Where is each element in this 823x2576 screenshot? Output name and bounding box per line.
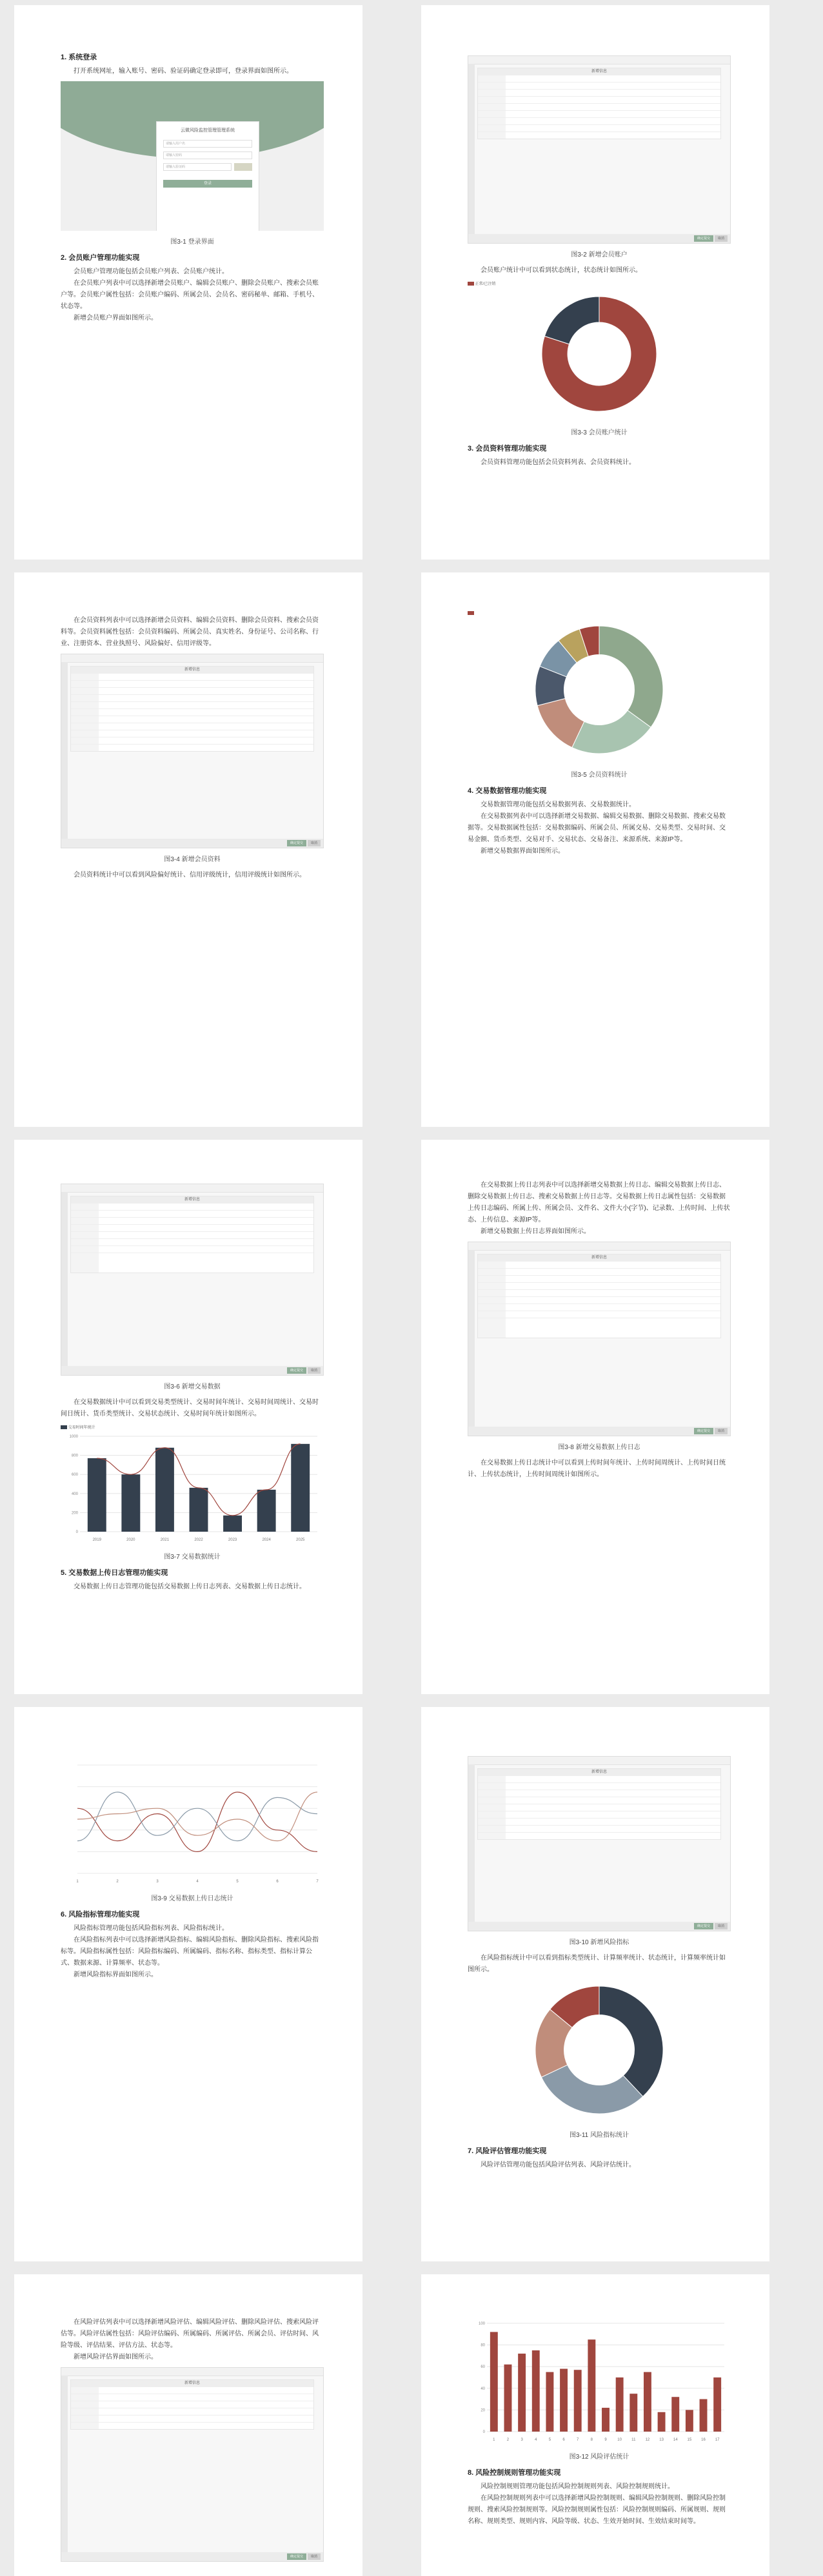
figure-caption: 图3-11 风险指标统计 — [569, 2132, 630, 2139]
x-tick-label: 10 — [617, 2438, 622, 2442]
y-tick-label: 0 — [75, 1530, 78, 1534]
paragraph: 在交易数据上传日志列表中可以选择新增交易数据上传日志、编辑交易数据上传日志、删除交易数据上传日志、搜索交易数据上传日志等。交易数据上传日志属性包括：交易数据上传日志编码、所属上传、所属会员、文件名、文件大小(字节)、记录数、上传时间、上传状态、上传信息、来源IP等。 — [468, 1182, 730, 1224]
x-tick-label: 15 — [687, 2438, 692, 2442]
cancel-button[interactable]: 取消 — [308, 2553, 321, 2560]
sidebar — [468, 64, 475, 243]
paragraph: 交易数据管理功能包括交易数据列表、交易数据统计。 — [481, 801, 635, 808]
paragraph: 会员账户统计中可以看到状态统计，状态统计如图所示。 — [481, 267, 642, 274]
bar — [658, 2412, 666, 2432]
paragraph: 新增风险评估界面如图所示。 — [74, 2354, 157, 2361]
paragraph: 在风险评估列表中可以选择新增风险评估、编辑风险评估、删除风险评估、搜索风险评估等。风险评估属性包括：风险评估编码、所属编码、所属评估、所属会员、评估时间、风险等级、评估结果、评估方法、状态等。 — [61, 2319, 319, 2349]
section-heading: 8. 风险控制规则管理功能实现 — [468, 2469, 561, 2477]
donut-chart-account-status — [468, 286, 731, 422]
paragraph: 交易数据上传日志管理功能包括交易数据上传日志列表、交易数据上传日志统计。 — [74, 1583, 306, 1590]
x-tick-label: 1 — [493, 2438, 495, 2442]
login-title: 云微风险监控管理管理系统 — [181, 128, 235, 133]
form-title: 新增信息 — [71, 1196, 313, 1203]
form-screenshot — [468, 1242, 731, 1436]
paragraph: 风险评估管理功能包括风险评估列表、风险评估统计。 — [481, 2161, 635, 2169]
pie-slice — [599, 626, 663, 727]
bar — [671, 2397, 679, 2432]
x-tick-label: 2020 — [126, 1538, 135, 1542]
form-footer — [468, 1427, 730, 1436]
x-tick-label: 7 — [577, 2438, 579, 2442]
sidebar — [468, 1764, 475, 1931]
x-tick-label: 12 — [645, 2438, 650, 2442]
window-bar — [468, 56, 730, 64]
bar-chart-transaction-year — [61, 1430, 324, 1546]
sidebar — [468, 1250, 475, 1436]
form-screenshot — [61, 654, 324, 848]
section-heading: 6. 风险指标管理功能实现 — [61, 1911, 140, 1918]
y-tick-label: 40 — [481, 2386, 485, 2391]
section-heading: 3. 会员资料管理功能实现 — [468, 445, 547, 453]
x-tick-label: 1 — [76, 1880, 79, 1884]
window-bar — [468, 1757, 730, 1765]
x-tick-label: 5 — [236, 1880, 239, 1884]
form-title: 新增信息 — [71, 667, 313, 673]
x-tick-label: 9 — [604, 2438, 607, 2442]
figure-caption: 图3-12 风险评估统计 — [569, 2454, 630, 2461]
confirm-button[interactable]: 确定提交 — [694, 1428, 713, 1434]
paragraph: 在风险指标列表中可以选择新增风险指标、编辑风险指标、删除风险指标、搜索风险指标等。风险指标属性包括：风险指标编码、所属编码、指标名称、指标类型、指标计算公式、数据来源、计算频率、状态等。 — [61, 1937, 319, 1967]
form-title: 新增信息 — [478, 68, 720, 75]
figure-caption: 图3-10 新增风险指标 — [569, 1939, 630, 1946]
form-panel — [477, 1254, 721, 1338]
form-footer — [61, 2552, 323, 2561]
login-screenshot — [61, 81, 324, 231]
form-screenshot — [61, 1184, 324, 1376]
sidebar — [61, 1192, 68, 1375]
doc-page-6 — [421, 1140, 769, 1694]
doc-page-1 — [14, 5, 362, 560]
login-card — [156, 121, 259, 231]
paragraph: 在交易数据列表中可以选择新增交易数据、编辑交易数据、删除交易数据、搜索交易数据等。交易数据属性包括：交易数据编码、所属会员、所属交易、交易类型、交易时间、交易金额、货币类型、交易对手、交易状态、交易备注、来源系统、来源IP等。 — [468, 812, 726, 843]
confirm-button[interactable]: 确定提交 — [287, 1367, 306, 1374]
section-heading: 1. 系统登录 — [61, 54, 97, 61]
x-tick-label: 2025 — [296, 1538, 305, 1542]
form-title: 新增信息 — [71, 2380, 313, 2386]
pie-slice — [599, 1986, 663, 2096]
bar — [560, 2369, 568, 2432]
x-tick-label: 3 — [156, 1880, 159, 1884]
bar — [504, 2365, 512, 2432]
window-bar — [61, 1184, 323, 1193]
paragraph: 打开系统网址，输入账号、密码、验证码确定登录即可，登录界面如图所示。 — [74, 68, 293, 75]
y-tick-label: 1000 — [69, 1435, 78, 1439]
form-footer — [61, 1366, 323, 1375]
y-tick-label: 0 — [482, 2430, 485, 2434]
bar — [686, 2410, 693, 2432]
x-tick-label: 2019 — [92, 1538, 101, 1542]
x-tick-label: 17 — [715, 2438, 720, 2442]
bar — [630, 2394, 637, 2432]
cancel-button[interactable]: 取消 — [308, 1367, 321, 1374]
form-title: 新增信息 — [478, 1769, 720, 1775]
x-tick-label: 2023 — [228, 1538, 237, 1542]
bar — [257, 1490, 276, 1532]
doc-page-10 — [421, 2274, 769, 2576]
x-tick-label: 2 — [116, 1880, 119, 1884]
y-tick-label: 600 — [71, 1473, 78, 1478]
x-tick-label: 14 — [673, 2438, 678, 2442]
doc-page-2 — [421, 5, 769, 560]
doc-page-8 — [421, 1707, 769, 2261]
paragraph: 风险指标管理功能包括风险指标列表、风险指标统计。 — [74, 1925, 228, 1932]
x-tick-label: 4 — [535, 2438, 537, 2442]
form-footer — [61, 839, 323, 848]
sidebar — [61, 2376, 68, 2561]
login-button[interactable]: 登录 — [163, 180, 252, 188]
cancel-button[interactable]: 取消 — [308, 840, 321, 846]
section-heading: 5. 交易数据上传日志管理功能实现 — [61, 1569, 168, 1577]
x-tick-label: 3 — [521, 2438, 523, 2442]
x-tick-label: 4 — [196, 1880, 199, 1884]
y-tick-label: 100 — [478, 2322, 485, 2326]
paragraph: 在风险控制规则列表中可以选择新增风险控制规则、编辑风险控制规则、删除风险控制规则、搜索风险控制规则等。风险控制规则属性包括：风险控制规则编码、所属规则、规则名称、规则类型、规则内容、风险等级、状态、生效开始时间、生效结束时间等。 — [468, 2495, 726, 2525]
y-tick-label: 800 — [71, 1454, 78, 1458]
form-title: 新增信息 — [478, 1254, 720, 1261]
figure-caption: 图3-9 交易数据上传日志统计 — [151, 1895, 233, 1902]
x-tick-label: 16 — [701, 2438, 706, 2442]
chart-legend — [61, 1424, 324, 1430]
paragraph: 在会员账户列表中可以选择新增会员账户、编辑会员账户、删除会员账户、搜索会员账户等。会员账户属性包括：会员账户编码、所属会员、会员名、密码秘单、邮箱、手机号、状态等。 — [61, 280, 319, 310]
section-heading: 7. 风险评估管理功能实现 — [468, 2147, 547, 2155]
bar — [616, 2377, 624, 2432]
x-tick-label: 7 — [316, 1880, 319, 1884]
captcha-field[interactable]: 请输入验证码 — [163, 163, 232, 171]
chart-legend — [468, 280, 731, 286]
doc-page-5 — [14, 1140, 362, 1694]
bar — [574, 2370, 582, 2432]
x-tick-label: 6 — [276, 1880, 279, 1884]
figure-caption: 图3-8 新增交易数据上传日志 — [558, 1444, 640, 1451]
x-tick-label: 2 — [506, 2438, 510, 2442]
form-screenshot — [61, 2367, 324, 2562]
paragraph: 新增交易数据上传日志界面如图所示。 — [481, 1228, 590, 1235]
form-panel — [477, 1768, 721, 1840]
series-line — [77, 1792, 317, 1851]
pie-slice — [544, 297, 599, 344]
window-bar — [468, 1242, 730, 1251]
form-panel — [477, 68, 721, 139]
bar — [644, 2372, 651, 2432]
bar — [190, 1488, 208, 1532]
bar — [713, 2377, 721, 2432]
bar — [602, 2408, 610, 2432]
figure-caption: 图3-3 会员账户统计 — [571, 429, 628, 436]
doc-page-3 — [14, 572, 362, 1127]
x-tick-label: 2021 — [160, 1538, 170, 1542]
paragraph: 在交易数据上传日志统计中可以看到上传时间年统计、上传时间周统计、上传时间日统计、上传状态统计，上传时间周统计如图所示。 — [468, 1459, 726, 1478]
paragraph: 会员资料管理功能包括会员资料列表、会员资料统计。 — [481, 459, 635, 466]
bar-chart-risk-assessment — [468, 2317, 731, 2446]
section-heading: 2. 会员账户管理功能实现 — [61, 254, 140, 262]
cancel-button[interactable]: 取消 — [715, 235, 728, 242]
y-tick-label: 400 — [71, 1492, 78, 1496]
doc-page-4 — [421, 572, 769, 1127]
sidebar — [61, 662, 68, 848]
figure-caption: 图3-1 登录界面 — [170, 239, 214, 246]
figure-caption: 图3-4 新增会员资料 — [164, 856, 221, 863]
y-tick-label: 60 — [481, 2365, 485, 2370]
form-panel — [70, 666, 314, 752]
line-chart-upload-week — [61, 1752, 324, 1888]
form-footer — [468, 1922, 730, 1931]
legend-label: 交易时间年统计 — [68, 1426, 95, 1430]
form-panel — [70, 1196, 314, 1273]
bar — [532, 2350, 540, 2432]
bar — [155, 1448, 174, 1532]
x-tick-label: 2024 — [262, 1538, 271, 1542]
figure-caption: 图3-2 新增会员账户 — [571, 251, 628, 259]
confirm-button[interactable]: 确定提交 — [694, 1923, 713, 1929]
paragraph: 风险控制规则管理功能包括风险控制规则列表、风险控制规则统计。 — [481, 2483, 674, 2490]
confirm-button[interactable]: 确定提交 — [694, 235, 713, 242]
chart-legend — [468, 611, 731, 616]
bar — [291, 1444, 310, 1532]
paragraph: 会员账户管理功能包括会员账户列表、会员账户统计。 — [74, 268, 228, 275]
x-tick-label: 2022 — [194, 1538, 203, 1542]
paragraph: 新增风险指标界面如图所示。 — [74, 1971, 157, 1978]
x-tick-label: 5 — [548, 2438, 551, 2442]
legend-label: 正常/已注销 — [475, 282, 496, 286]
figure-caption: 图3-5 会员资料统计 — [571, 771, 628, 779]
bar — [490, 2332, 498, 2432]
doc-page-9 — [14, 2274, 362, 2576]
form-footer — [468, 234, 730, 243]
bar — [223, 1516, 242, 1532]
cancel-button[interactable]: 取消 — [715, 1923, 728, 1929]
donut-chart-calc-frequency — [468, 1976, 731, 2124]
form-screenshot — [468, 1756, 731, 1931]
figure-caption: 图3-7 交易数据统计 — [164, 1554, 221, 1561]
paragraph: 在交易数据统计中可以看到交易类型统计、交易时间年统计、交易时间周统计、交易时间日统计、货币类型统计、交易状态统计、交易时间年统计如图所示。 — [61, 1399, 319, 1418]
y-tick-label: 80 — [481, 2343, 485, 2348]
series-line — [77, 1792, 317, 1841]
paragraph: 会员资料统计中可以看到风险偏好统计、信用评级统计，信用评级统计如图所示。 — [74, 872, 306, 879]
doc-page-7 — [14, 1707, 362, 2261]
y-tick-label: 200 — [71, 1511, 78, 1516]
series-line — [77, 1792, 317, 1841]
donut-chart-credit-rating — [468, 616, 731, 764]
password-field[interactable]: 请输入密码 — [163, 151, 252, 159]
confirm-button[interactable]: 确定提交 — [287, 840, 306, 846]
window-bar — [61, 654, 323, 663]
paragraph: 新增会员账户界面如图所示。 — [74, 315, 157, 322]
window-bar — [61, 2368, 323, 2376]
form-screenshot — [468, 55, 731, 244]
username-field[interactable]: 请输入用户名 — [163, 140, 252, 148]
paragraph: 新增交易数据界面如图所示。 — [481, 847, 564, 855]
paragraph: 在会员资料列表中可以选择新增会员资料、编辑会员资料、删除会员资料、搜索会员资料等。会员资料属性包括：会员资料编码、所属会员、真实姓名、身份证号、公司名称、行业、注册资本、营业执照号、风险偏好、信用评级等。 — [61, 617, 319, 647]
bar — [546, 2372, 553, 2432]
paragraph: 在风险指标统计中可以看到指标类型统计、计算频率统计、状态统计，计算频率统计如图所示。 — [468, 1955, 726, 1973]
bar — [121, 1474, 140, 1532]
x-tick-label: 8 — [590, 2438, 593, 2442]
section-heading: 4. 交易数据管理功能实现 — [468, 786, 547, 795]
bar — [588, 2339, 595, 2432]
x-tick-label: 13 — [659, 2438, 664, 2442]
x-tick-label: 6 — [562, 2438, 565, 2442]
captcha-image[interactable] — [234, 163, 252, 171]
bar — [700, 2399, 708, 2432]
bar — [88, 1458, 106, 1532]
x-tick-label: 11 — [631, 2438, 636, 2442]
form-panel — [70, 2379, 314, 2430]
cancel-button[interactable]: 取消 — [715, 1428, 728, 1434]
confirm-button[interactable]: 确定提交 — [287, 2553, 306, 2560]
figure-caption: 图3-6 新增交易数据 — [164, 1383, 221, 1390]
bar — [518, 2354, 526, 2432]
y-tick-label: 20 — [481, 2408, 485, 2413]
